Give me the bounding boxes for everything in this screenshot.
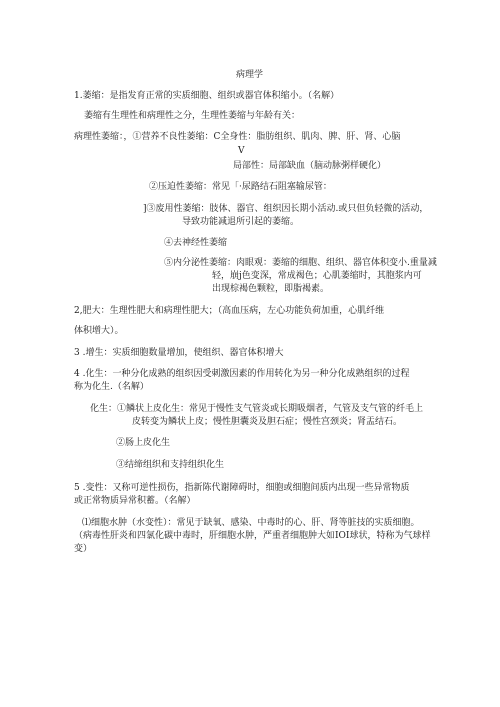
endocrine-atrophy-line-1: ⑤内分泌性萎缩：肉眼观：萎缩的细胞、组织、器官体积变小.重量减 — [164, 258, 437, 268]
pressure-atrophy-line: ②压迫性萎缩：常见「·尿路结石阻塞输尿管： — [149, 182, 332, 192]
squamous-metaplasia-line-2: 皮转变为鳞状上皮；慢性胆囊炎及胆石症；慢性宫颈炎；肾盂结石。 — [132, 417, 403, 427]
brace-mark: V — [238, 146, 245, 156]
endocrine-atrophy-line-3: 出现棕褐色颗粒，即脂褐素。 — [212, 284, 330, 294]
section-4-line-1: 4 .化生：一种分化成熟的组织因受刺激因素的作用转化为另一种分化成熟组织的过程 — [74, 369, 410, 379]
disuse-atrophy-line-2: 导致功能减退所引起的萎缩。 — [182, 217, 300, 227]
denervation-atrophy-line: ④去神经性萎缩 — [164, 238, 228, 248]
pathological-atrophy-line: 病理性萎缩：，①营养不良性萎缩：C全身性：脂肪组织、肌肉、脾、肝、肾、心脑 — [74, 132, 401, 142]
squamous-metaplasia-line-1: 化生：①鳞状上皮化生：常见于慢性支气管炎或长期吸烟者，气管及支气管的纤毛上 — [90, 404, 424, 414]
local-atrophy-line: 局部性：局部缺血（脑动脉粥样硬化） — [233, 161, 387, 171]
section-5-line-2: 或正常物质异常积蓄。（名解） — [74, 496, 196, 506]
section-3-heading: 3 .增生：实质细胞数量增加，使组织、器官体积增大 — [74, 348, 284, 358]
connective-metaplasia-line: ③结缔组织和支持组织化生 — [116, 460, 225, 470]
section-1-intro: 萎缩有生理性和病理性之分，生理性萎缩与年龄有关： — [84, 111, 301, 121]
section-1-heading: 1.萎缩：是指发育正常的实质细胞、组织或器官体积缩小。（名解） — [74, 91, 340, 101]
section-4-line-2: 称为化生.（名解） — [74, 382, 149, 392]
cell-edema-line-3: 变） — [74, 544, 93, 554]
section-2-line-1: 2,肥大：生理性肥大和病理性肥大；（高血压病，左心功能负荷加重，心肌纤维 — [74, 306, 385, 316]
intestinal-metaplasia-line: ②肠上皮化生 — [116, 438, 171, 448]
endocrine-atrophy-line-2: 轻，崩j色变深，常成褐色；心肌萎缩时，其胞浆内可 — [212, 271, 422, 281]
cell-edema-line-1: ⑴细胞水肿（水变性）：常见于缺氧、感染、中毒时的心、肝、肾等脏技的实质细胞。 — [82, 518, 420, 528]
disuse-atrophy-line-1: ]③废用性萎缩：肢体、器官、组织因长期小活动.或只但负轻微的活动， — [143, 204, 429, 214]
section-2-line-2: 体积增大）。 — [74, 326, 124, 336]
section-5-line-1: 5 .变性：又称可逆性损伤，指新陈代谢障碍时，细胞或细胞间质内出现一些异常物质 — [74, 483, 410, 493]
cell-edema-line-2: （病毒性肝炎和四氯化碳中毒时，肝细胞水肿，严重者细胞肿大如IOI球状，特称为气球样 — [74, 531, 431, 541]
page-title: 病理学 — [236, 70, 264, 80]
